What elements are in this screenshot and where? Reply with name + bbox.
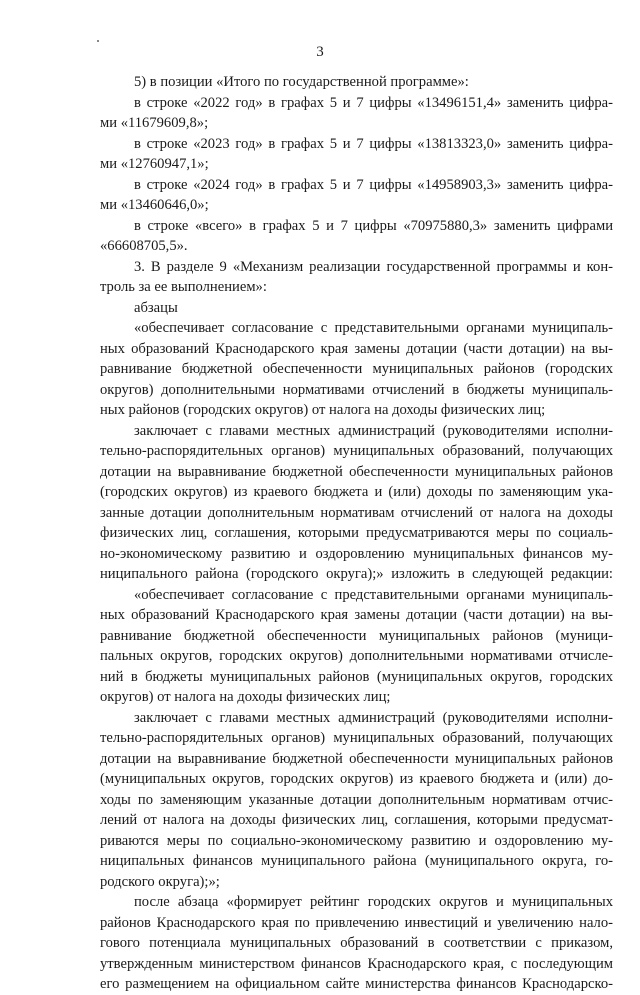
document-body xyxy=(100,72,613,995)
text-line: ми «12760947,1»; xyxy=(100,156,209,172)
text-line: в строке «всего» в графах 5 и 7 цифры «70975880,3» заменить цифрами xyxy=(134,217,613,234)
text-line: ниципального района (городского округа);» изложить в следующей редакции: xyxy=(100,566,613,582)
text-line: ми «13460646,0»; xyxy=(100,197,209,213)
text-line: «обеспечивает согласование с представительными органами муниципаль- xyxy=(134,586,613,603)
text-line: родского округа);»; xyxy=(100,873,220,890)
text-line: ных образований Краснодарского края замены дотации (части дотации) на вы- xyxy=(100,607,613,623)
text-line: ми «11679609,8»; xyxy=(100,115,209,131)
text-line: после абзаца «формирует рейтинг городских округов и муниципальных xyxy=(134,894,613,910)
text-line: ходы по заменяющим указанные дотации дополнительным нормативам отчис- xyxy=(100,791,613,808)
text-line: гового потенциала муниципальных образований в соответствии с приказом, xyxy=(100,935,613,951)
text-line: троль за ее выполнением»: xyxy=(100,279,267,295)
text-line: 5) в позиции «Итого по государственной программе»: xyxy=(134,74,469,90)
text-line: дотации на выравнивание бюджетной обеспеченности муниципальных районов xyxy=(100,750,613,767)
text-line: ний в бюджеты муниципальных районов (муниципальных округов, городских xyxy=(100,668,613,685)
text-line: «обеспечивает согласование с представительными органами муниципаль- xyxy=(134,320,613,336)
scan-dot xyxy=(97,40,99,42)
text-line: «66608705,5». xyxy=(100,238,188,254)
text-line: округов) дополнительными нормативами отчислений в бюджеты муниципаль- xyxy=(100,381,613,398)
text-line: лений от налога на доходы физических лиц, соглашения, которыми предусмат- xyxy=(100,812,613,828)
text-line: ных районов (городских округов) от налога на доходы физических лиц; xyxy=(100,402,546,418)
text-line: тельно-распорядительных органов) муниципальных образований, получающих xyxy=(100,443,613,459)
text-line: районов Краснодарского края по привлечению инвестиций и увеличению нало- xyxy=(100,914,613,931)
text-line: заключает с главами местных администраций (руководителями исполни- xyxy=(134,422,613,439)
text-line: заключает с главами местных администраций (руководителями исполни- xyxy=(134,709,613,726)
text-line: его размещением на официальном сайте министерства финансов Краснодарско- xyxy=(100,976,613,992)
text-line: 3. В разделе 9 «Механизм реализации государственной программы и кон- xyxy=(134,258,613,275)
text-line: занные дотации дополнительным нормативам отчислений от налога на доходы xyxy=(100,504,613,521)
text-line: равнивание бюджетной обеспеченности муниципальных районов (городских xyxy=(100,361,613,377)
text-line: абзацы xyxy=(134,299,178,316)
text-line: пальных округов, городских округов) дополнительными нормативами отчисле- xyxy=(100,648,613,664)
text-line: но-экономическому развитию и оздоровлению муниципальных финансов му- xyxy=(100,545,613,562)
text-line: (городских округов) из краевого бюджета и (или) доходы по заменяющим ука- xyxy=(100,484,613,500)
text-line: физических лиц, соглашения, которыми предусматриваются меры по социаль- xyxy=(100,525,613,541)
text-line: ных образований Краснодарского края замены дотации (части дотации) на вы- xyxy=(100,340,613,357)
text-line: тельно-распорядительных органов) муниципальных образований, получающих xyxy=(100,730,613,746)
text-line: в строке «2024 год» в графах 5 и 7 цифры «14958903,3» заменить цифра- xyxy=(134,176,613,193)
text-line: равнивание бюджетной обеспеченности муниципальных районов (муници- xyxy=(100,627,613,644)
text-line: округов) от налога на доходы физических лиц; xyxy=(100,689,391,705)
text-line: утвержденным министерством финансов Краснодарского края, с последующим xyxy=(100,955,613,972)
page-number: 3 xyxy=(316,44,324,60)
text-line: дотации на выравнивание бюджетной обеспеченности муниципальных районов xyxy=(100,463,613,480)
text-line: ниципальных финансов муниципального района (муниципального округа, го- xyxy=(100,853,613,869)
text-line: (муниципальных округов, городских округов) из краевого бюджета и (или) до- xyxy=(100,771,613,787)
text-line: риваются меры по социально-экономическому развитию и оздоровлению му- xyxy=(100,832,613,849)
text-line: в строке «2023 год» в графах 5 и 7 цифры «13813323,0» заменить цифра- xyxy=(134,135,613,152)
text-line: в строке «2022 год» в графах 5 и 7 цифры «13496151,4» заменить цифра- xyxy=(134,94,613,111)
